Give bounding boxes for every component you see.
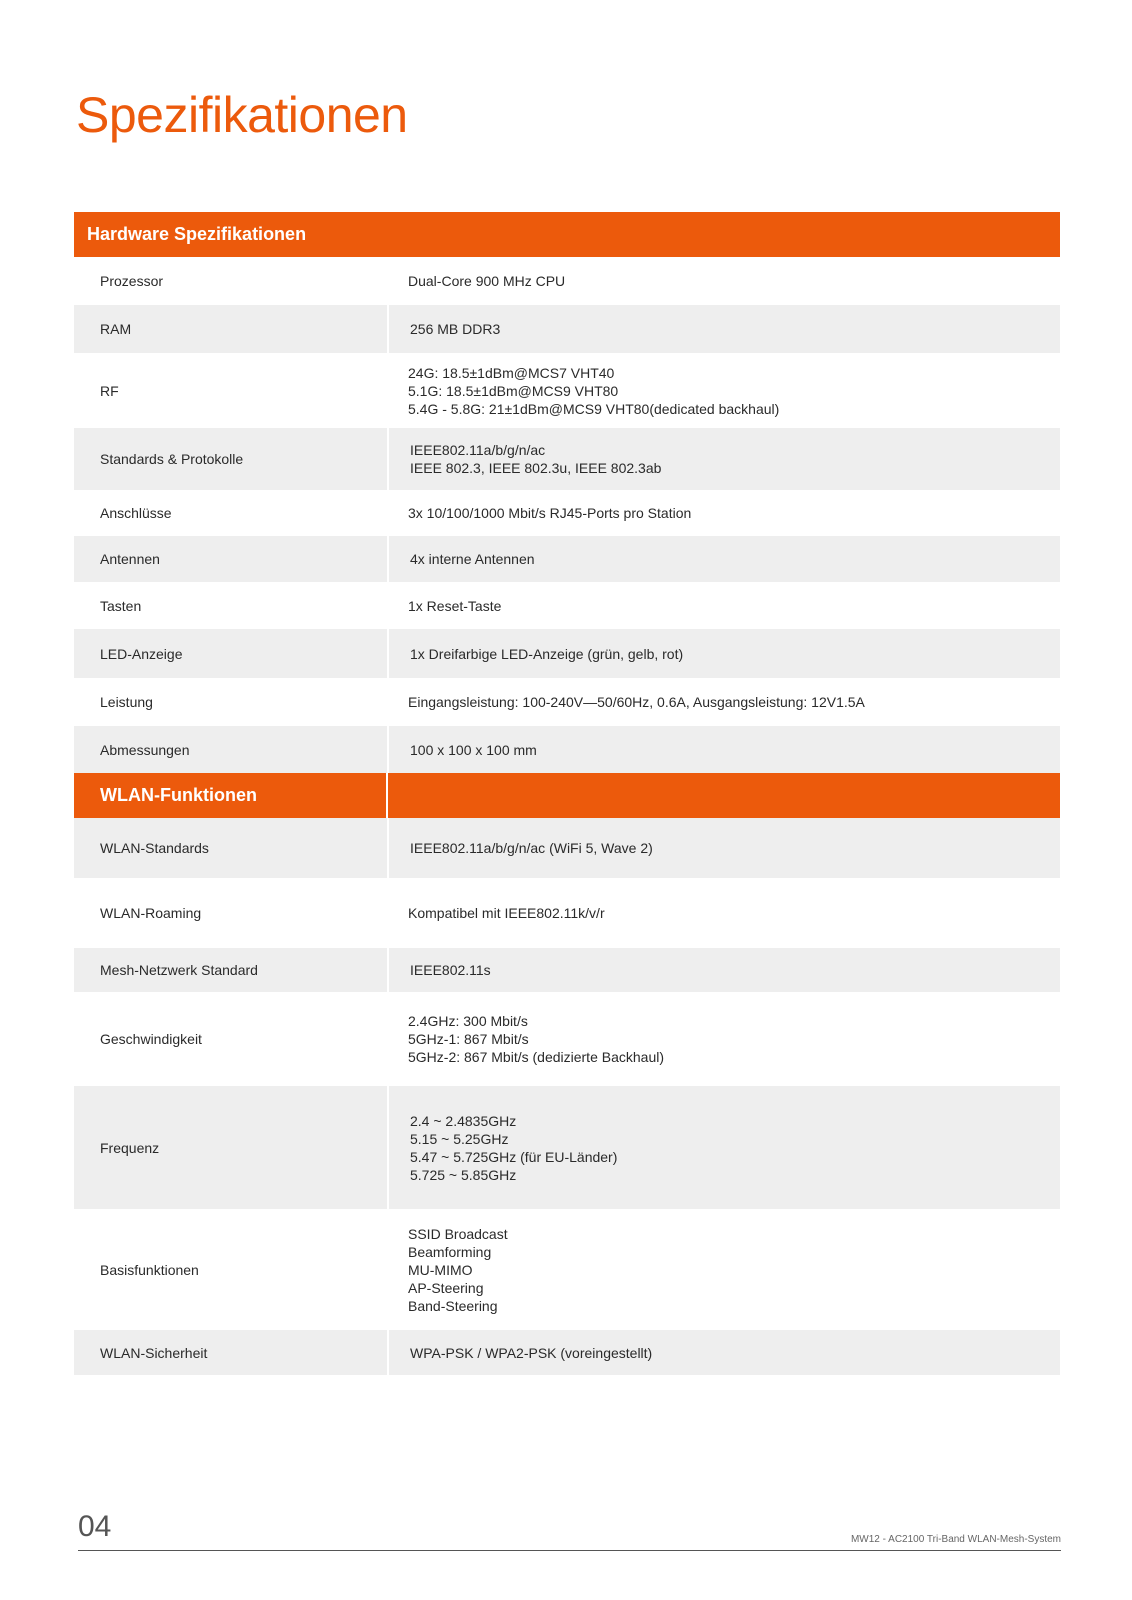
- spec-value-line: 5.4G - 5.8G: 21±1dBm@MCS9 VHT80(dedicated backhaul): [408, 400, 780, 417]
- page-title: Spezifikationen: [76, 87, 408, 143]
- spec-label-text: RAM: [100, 321, 132, 337]
- spec-value-line: 2.4GHz: 300 Mbit/s: [408, 1013, 528, 1029]
- spec-label: [74, 428, 387, 490]
- spec-value-line: 5.47 ~ 5.725GHz (für EU-Länder): [410, 1148, 618, 1165]
- spec-table: [74, 212, 1060, 1375]
- spec-value-line: Band-Steering: [408, 1297, 498, 1314]
- spec-value-line: 4x interne Antennen: [410, 551, 535, 567]
- hardware-rows: [74, 257, 1060, 773]
- spec-value-line: IEEE802.11a/b/g/n/ac (WiFi 5, Wave 2): [410, 840, 653, 856]
- spec-value-line: IEEE 802.3, IEEE 802.3u, IEEE 802.3ab: [410, 460, 662, 476]
- spec-label: [74, 353, 387, 428]
- spec-value: [387, 582, 1060, 629]
- spec-label: [74, 818, 387, 878]
- spec-value: [387, 1086, 1060, 1209]
- spec-value: [387, 629, 1060, 678]
- spec-row: [74, 1086, 1060, 1209]
- spec-label: [74, 992, 387, 1086]
- spec-label: [74, 582, 387, 629]
- spec-value-line: Kompatibel mit IEEE802.11k/v/r: [408, 905, 605, 921]
- spec-row: [74, 992, 1060, 1086]
- spec-label-text: Tasten: [100, 597, 142, 614]
- hardware-section-header: Hardware Spezifikationen: [74, 212, 1060, 257]
- spec-value-line: IEEE802.11a/b/g/n/ac: [410, 442, 546, 458]
- spec-value: [387, 878, 1060, 948]
- spec-label-text: Mesh-Netzwerk Standard: [100, 962, 258, 978]
- spec-row: [74, 629, 1060, 678]
- spec-label-text: Basisfunktionen: [100, 1261, 199, 1278]
- footer-rule: [78, 1550, 1061, 1551]
- spec-value: [387, 305, 1060, 353]
- spec-label-text: Frequenz: [100, 1139, 160, 1156]
- footer-product: MW12 - AC2100 Tri-Band WLAN-Mesh-System: [850, 1534, 1061, 1545]
- spec-label: [74, 257, 387, 305]
- spec-value: [387, 678, 1060, 726]
- spec-row: [74, 726, 1060, 773]
- spec-value: [387, 726, 1060, 773]
- spec-row: [74, 1209, 1060, 1330]
- spec-value-line: WPA-PSK / WPA2-PSK (voreingestellt): [410, 1344, 653, 1361]
- spec-row: [74, 878, 1060, 948]
- spec-value-line: 5.15 ~ 5.25GHz: [410, 1130, 509, 1147]
- spec-label-text: Abmessungen: [100, 741, 190, 758]
- spec-label: [74, 678, 387, 726]
- spec-label: [74, 726, 387, 773]
- spec-value: [387, 992, 1060, 1086]
- page-number: 04: [78, 1510, 112, 1543]
- spec-label-text: Standards & Protokolle: [100, 451, 244, 467]
- spec-label: [74, 948, 387, 992]
- spec-value: [387, 257, 1060, 305]
- spec-row: [74, 536, 1060, 582]
- spec-label-text: Antennen: [100, 551, 160, 567]
- spec-label-text: WLAN-Standards: [100, 840, 209, 856]
- spec-row: [74, 1330, 1060, 1375]
- spec-value-line: SSID Broadcast: [408, 1225, 508, 1242]
- spec-row: [74, 678, 1060, 726]
- spec-value-line: 3x 10/100/1000 Mbit/s RJ45-Ports pro Station: [408, 505, 692, 521]
- spec-row: [74, 582, 1060, 629]
- spec-label: [74, 1209, 387, 1330]
- spec-label-text: LED-Anzeige: [100, 645, 183, 662]
- spec-label-text: RF: [100, 382, 119, 399]
- spec-value-line: 5GHz-1: 867 Mbit/s: [408, 1031, 529, 1047]
- spec-value-line: 1x Dreifarbige LED-Anzeige (grün, gelb, rot): [410, 645, 684, 662]
- spec-row: [74, 428, 1060, 490]
- spec-value-line: AP-Steering: [408, 1279, 484, 1296]
- spec-value: [387, 353, 1060, 428]
- spec-label-text: Leistung: [100, 694, 153, 710]
- spec-label: [74, 878, 387, 948]
- spec-value: [387, 536, 1060, 582]
- spec-value: [387, 818, 1060, 878]
- spec-value-line: 256 MB DDR3: [410, 321, 501, 337]
- spec-value: [387, 490, 1060, 536]
- spec-label-text: Geschwindigkeit: [100, 1031, 202, 1047]
- wlan-section-header: [74, 773, 1060, 818]
- spec-row: [74, 948, 1060, 992]
- spec-label-text: Prozessor: [100, 273, 164, 289]
- spec-row: [74, 818, 1060, 878]
- spec-value-line: 5.725 ~ 5.85GHz: [410, 1166, 517, 1183]
- spec-value-line: Dual-Core 900 MHz CPU: [408, 273, 566, 289]
- spec-value-line: Beamforming: [408, 1243, 492, 1260]
- header-divider: [386, 773, 388, 818]
- spec-value: [387, 1209, 1060, 1330]
- spec-label: [74, 536, 387, 582]
- wlan-section-title: WLAN-Funktionen: [100, 785, 257, 805]
- spec-label-text: Anschlüsse: [100, 505, 172, 521]
- spec-row: [74, 257, 1060, 305]
- spec-label: [74, 1086, 387, 1209]
- spec-value-line: 2.4 ~ 2.4835GHz: [410, 1112, 517, 1129]
- spec-value-line: 5.1G: 18.5±1dBm@MCS9 VHT80: [408, 382, 619, 399]
- spec-row: [74, 490, 1060, 536]
- spec-value-line: 1x Reset-Taste: [408, 597, 502, 614]
- spec-value: [387, 428, 1060, 490]
- spec-label: [74, 305, 387, 353]
- spec-value: [387, 948, 1060, 992]
- spec-value-line: IEEE802.11s: [410, 962, 491, 978]
- spec-value-line: 100 x 100 x 100 mm: [410, 741, 537, 758]
- spec-row: [74, 305, 1060, 353]
- spec-label: [74, 1330, 387, 1375]
- wlan-rows: [74, 818, 1060, 1375]
- spec-value-line: MU-MIMO: [408, 1261, 473, 1278]
- spec-label-text: WLAN-Sicherheit: [100, 1344, 208, 1361]
- spec-row: [74, 353, 1060, 428]
- spec-label: [74, 629, 387, 678]
- spec-label: [74, 490, 387, 536]
- spec-value-line: Eingangsleistung: 100-240V—50/60Hz, 0.6A, Ausgangsleistung: 12V1.5A: [408, 694, 865, 710]
- spec-value-line: 24G: 18.5±1dBm@MCS7 VHT40: [408, 364, 615, 381]
- spec-label-text: WLAN-Roaming: [100, 905, 202, 921]
- spec-value: [387, 1330, 1060, 1375]
- spec-value-line: 5GHz-2: 867 Mbit/s (dedizierte Backhaul): [408, 1049, 664, 1065]
